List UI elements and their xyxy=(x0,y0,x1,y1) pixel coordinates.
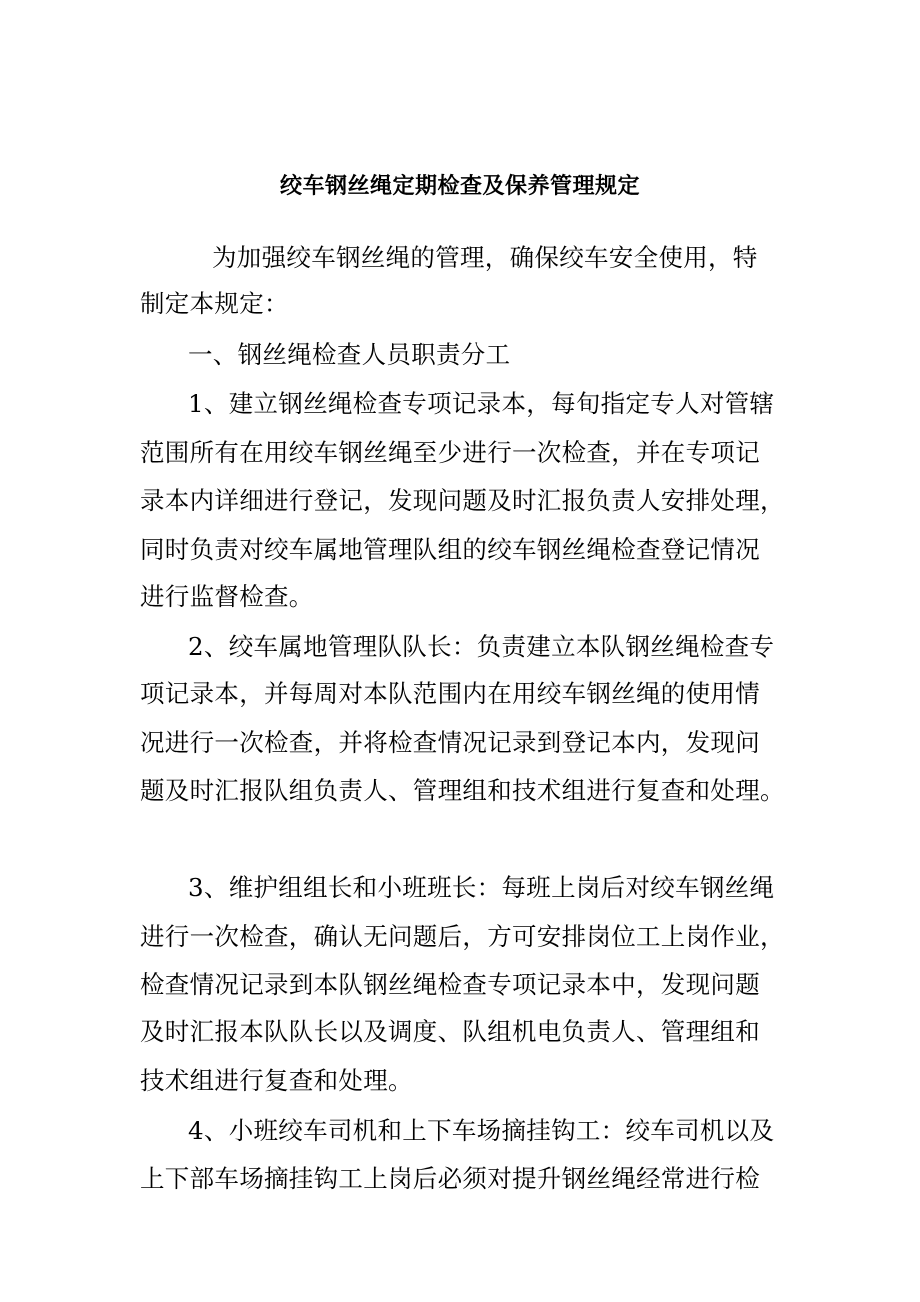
paragraph-line: 1、建立钢丝绳检查专项记录本，每旬指定专人对管辖 xyxy=(188,389,775,418)
paragraph-line: 技术组进行复查和处理。 xyxy=(140,1066,413,1095)
paragraph-line: 题及时汇报队组负责人、管理组和技术组进行复查和处理。 xyxy=(140,776,785,805)
paragraph-line: 2、绞车属地管理队队长：负责建立本队钢丝绳检查专 xyxy=(188,632,775,661)
paragraph-line: 录本内详细进行登记，发现问题及时汇报负责人安排处理， xyxy=(140,486,785,515)
section-heading: 一、钢丝绳检查人员职责分工 xyxy=(188,340,511,369)
paragraph-line: 及时汇报本队队长以及调度、队组机电负责人、管理组和 xyxy=(140,1017,760,1046)
paragraph-line: 制定本规定： xyxy=(140,289,289,318)
paragraph-line: 进行监督检查。 xyxy=(140,582,314,611)
paragraph-line: 项记录本，并每周对本队范围内在用绞车钢丝绳的使用情 xyxy=(140,679,760,708)
paragraph-line: 3、维护组组长和小班班长：每班上岗后对绞车钢丝绳 xyxy=(188,873,775,902)
paragraph-line: 同时负责对绞车属地管理队组的绞车钢丝绳检查登记情况 xyxy=(140,535,760,564)
paragraph-line: 检查情况记录到本队钢丝绳检查专项记录本中，发现问题 xyxy=(140,970,760,999)
paragraph-line: 4、小班绞车司机和上下车场摘挂钩工：绞车司机以及 xyxy=(188,1116,775,1145)
document-title: 绞车钢丝绳定期检查及保养管理规定 xyxy=(279,173,640,199)
paragraph-line: 范围所有在用绞车钢丝绳至少进行一次检查，并在专项记 xyxy=(140,438,760,467)
paragraph-line: 上下部车场摘挂钩工上岗后必须对提升钢丝绳经常进行检 xyxy=(140,1164,760,1193)
paragraph-line: 进行一次检查，确认无问题后，方可安排岗位工上岗作业， xyxy=(140,922,785,951)
paragraph-line: 为加强绞车钢丝绳的管理，确保绞车安全使用，特 xyxy=(212,243,758,272)
paragraph-line: 况进行一次检查，并将检查情况记录到登记本内，发现问 xyxy=(140,728,760,757)
